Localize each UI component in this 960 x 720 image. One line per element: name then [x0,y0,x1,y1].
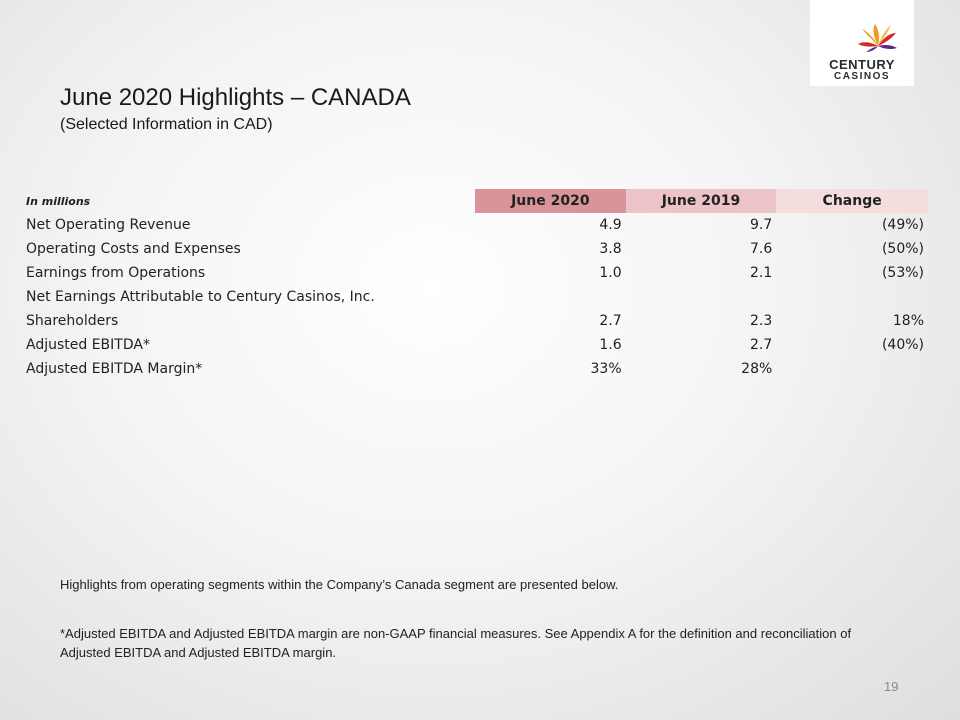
row-label: Net Earnings Attributable to Century Casinos, Inc. [26,289,375,305]
table-header-row [22,189,928,213]
row-label: Adjusted EBITDA* [26,337,150,353]
value-june-2019: 2.3 [750,313,773,329]
value-change: (50%) [881,241,924,257]
page-subtitle: (Selected Information in CAD) [60,116,273,133]
value-change [776,285,928,309]
financial-highlights-table [22,189,928,381]
value-june-2019: 9.7 [750,217,773,233]
row-label: Operating Costs and Expenses [26,241,241,257]
table-row [22,285,928,309]
table-row [22,357,928,381]
table-row [22,333,928,357]
logo-text-casinos: CASINOS [833,71,891,82]
table-row [22,213,928,237]
value-change: (40%) [881,337,924,353]
value-june-2019: 2.7 [750,337,773,353]
value-change: 18% [892,313,924,329]
header-june-2020: June 2020 [475,189,626,213]
non-gaap-footnote: *Adjusted EBITDA and Adjusted EBITDA margin are non-GAAP financial measures. See Appendix A for the definition and reconciliation of Adjusted EBITDA and Adjusted EBITDA margin. [60,626,852,660]
value-june-2020: 2.7 [599,313,622,329]
value-june-2020: 4.9 [599,217,622,233]
value-june-2020: 1.6 [599,337,622,353]
company-logo [810,0,914,86]
value-change: (49%) [881,217,924,233]
value-june-2020: 3.8 [599,241,622,257]
segments-note: Highlights from operating segments within the Company’s Canada segment are presented below. [60,577,619,592]
value-change: (53%) [881,265,924,281]
value-june-2019: 2.1 [750,265,773,281]
value-june-2019: 7.6 [750,241,773,257]
row-label: Net Operating Revenue [26,217,191,233]
value-june-2020 [475,285,626,309]
value-june-2020: 33% [590,361,622,377]
value-june-2019: 28% [741,361,773,377]
row-label: Adjusted EBITDA Margin* [26,361,203,377]
page-title: June 2020 Highlights – CANADA [60,84,411,111]
table-row [22,261,928,285]
row-label: Shareholders [26,313,119,329]
century-casinos-logo [810,0,914,86]
value-change [776,357,928,381]
row-label: Earnings from Operations [26,265,206,281]
units-label: In millions [26,194,91,208]
header-change: Change [776,189,928,213]
value-june-2020: 1.0 [599,265,622,281]
header-june-2019: June 2019 [626,189,777,213]
logo-text-century: CENTURY [829,57,895,72]
page-number: 19 [884,679,899,694]
table-row [22,237,928,261]
value-june-2019 [626,285,777,309]
table-row [22,309,928,333]
